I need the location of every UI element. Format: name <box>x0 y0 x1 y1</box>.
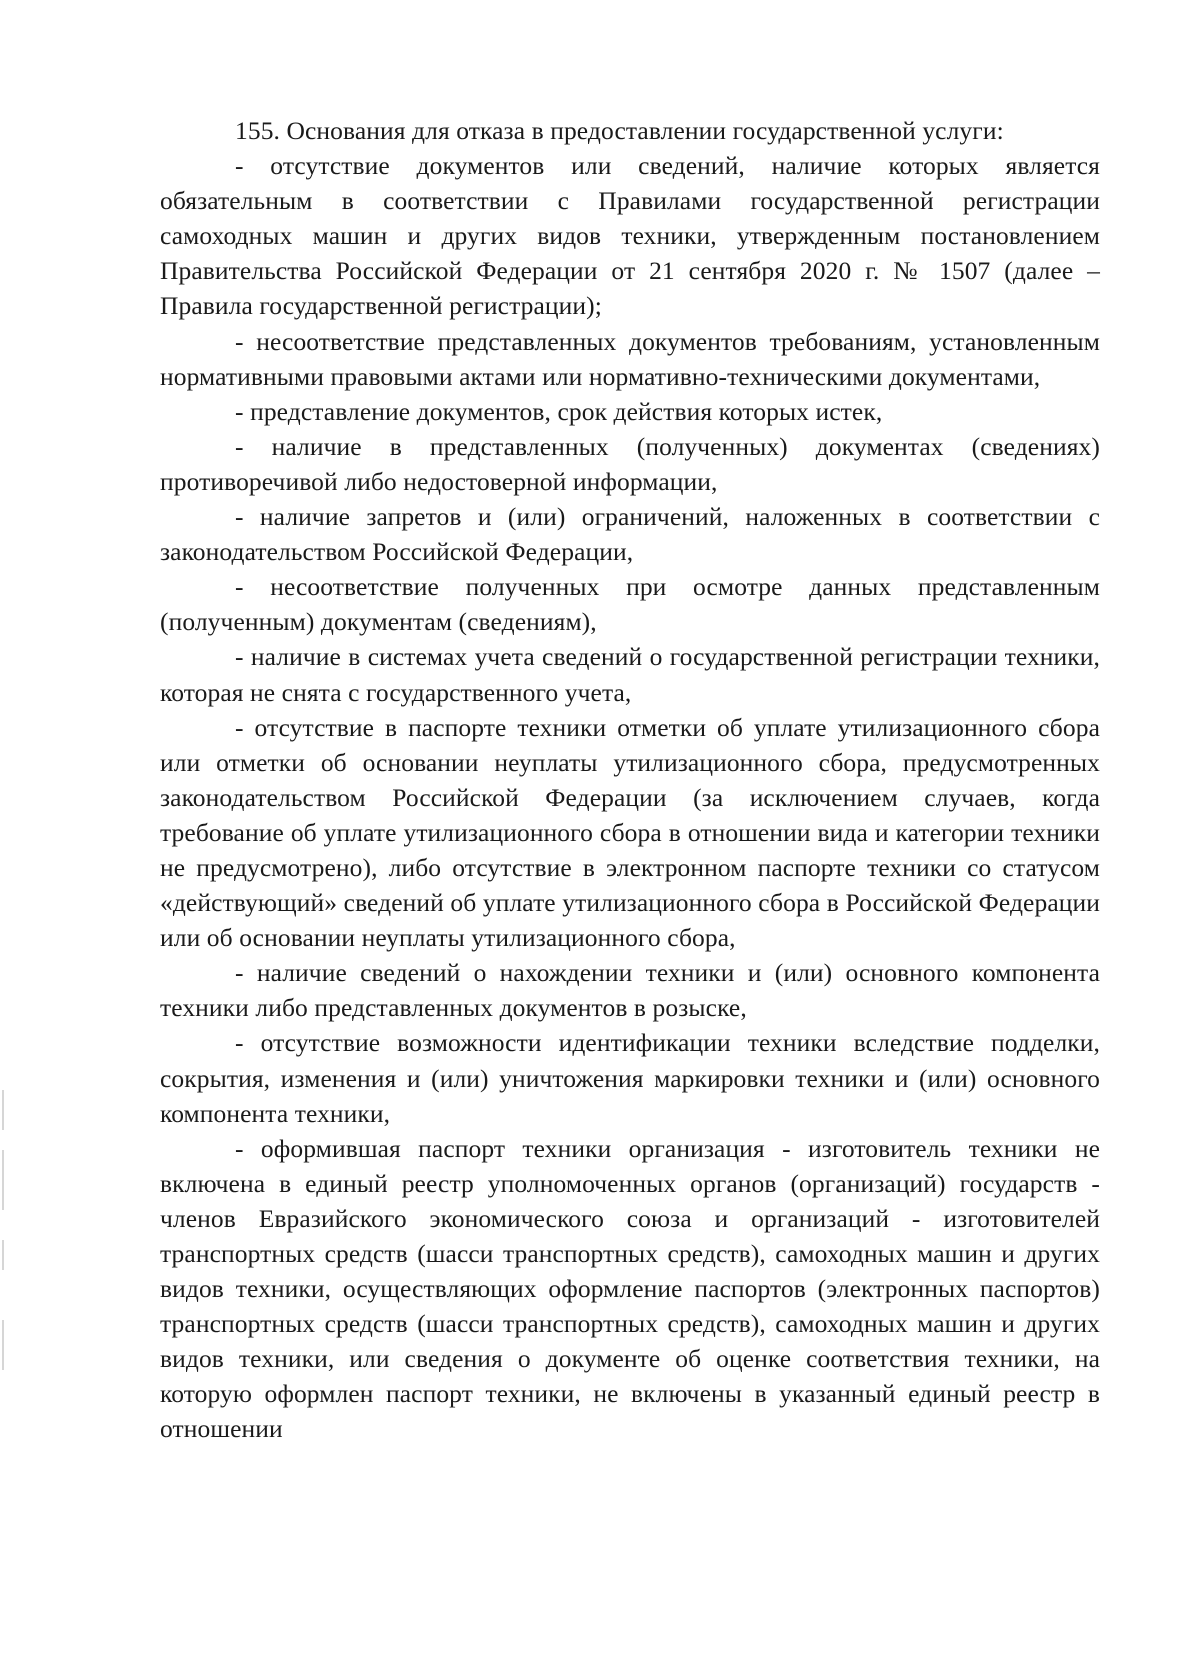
document-body <box>160 113 1100 1447</box>
paragraph: - оформившая паспорт техники организация - изготовитель техники не включена в единый реестр уполномоченных органов (организаций) государств - членов Евразийского экономического союза и организаций - изготовителей транспортных средств (шасси транспортных средств), самоходных машин и других видов техники, осуществляющих оформление паспортов (электронных паспортов) транспортных средств (шасси транспортных средств), самоходных машин и других видов техники, или сведения о документе об оценке соответствия техники, на которую оформлен паспорт техники, не включены в указанный единый реестр в отношении <box>160 1133 1100 1444</box>
section-heading: 155. Основания для отказа в предоставлении государственной услуги: <box>235 116 1004 145</box>
paragraph: - отсутствие документов или сведений, наличие которых является обязательным в соответствии с Правилами государственной регистрации самоходных машин и других видов техники, утвержденным постановлением Правительства Российской Федерации от 21 сентября 2020 г. № 1507 (далее – Правила государственной регистрации); <box>160 151 1100 321</box>
scan-artifact <box>2 1240 4 1270</box>
scan-artifact <box>2 1320 4 1370</box>
paragraph: - отсутствие возможности идентификации техники вследствие подделки, сокрытия, изменения и (или) уничтожения маркировки техники и (или) основного компонента техники, <box>160 1028 1100 1128</box>
paragraph: - несоответствие представленных документов требованиям, установленным нормативными правовыми актами или нормативно-техническими документами, <box>160 326 1100 391</box>
paragraph: - наличие в системах учета сведений о государственной регистрации техники, которая не снята с государственного учета, <box>160 642 1100 707</box>
paragraph: - наличие в представленных (полученных) документах (сведениях) противоречивой либо недостоверной информации, <box>160 431 1100 496</box>
paragraph: - наличие сведений о нахождении техники и (или) основного компонента техники либо представленных документов в розыске, <box>160 958 1100 1023</box>
paragraph: - представление документов, срок действия которых истек, <box>235 396 883 426</box>
scan-artifact <box>2 1090 4 1130</box>
paragraph: - несоответствие полученных при осмотре данных представленным (полученным) документам (сведениям), <box>160 572 1100 637</box>
paragraph: - отсутствие в паспорте техники отметки об уплате утилизационного сбора или отметки об основании неуплаты утилизационного сбора, предусмотренных законодательством Российской Федерации (за исключением случаев, когда требование об уплате утилизационного сбора в отношении вида и категории техники не предусмотрено), либо отсутствие в электронном паспорте техники со статусом «действующий» сведений об уплате утилизационного сбора в Российской Федерации или об основании неуплаты утилизационного сбора, <box>160 712 1100 953</box>
scan-artifact <box>2 1150 4 1210</box>
paragraph: - наличие запретов и (или) ограничений, наложенных в соответствии с законодательством Российской Федерации, <box>160 502 1100 567</box>
